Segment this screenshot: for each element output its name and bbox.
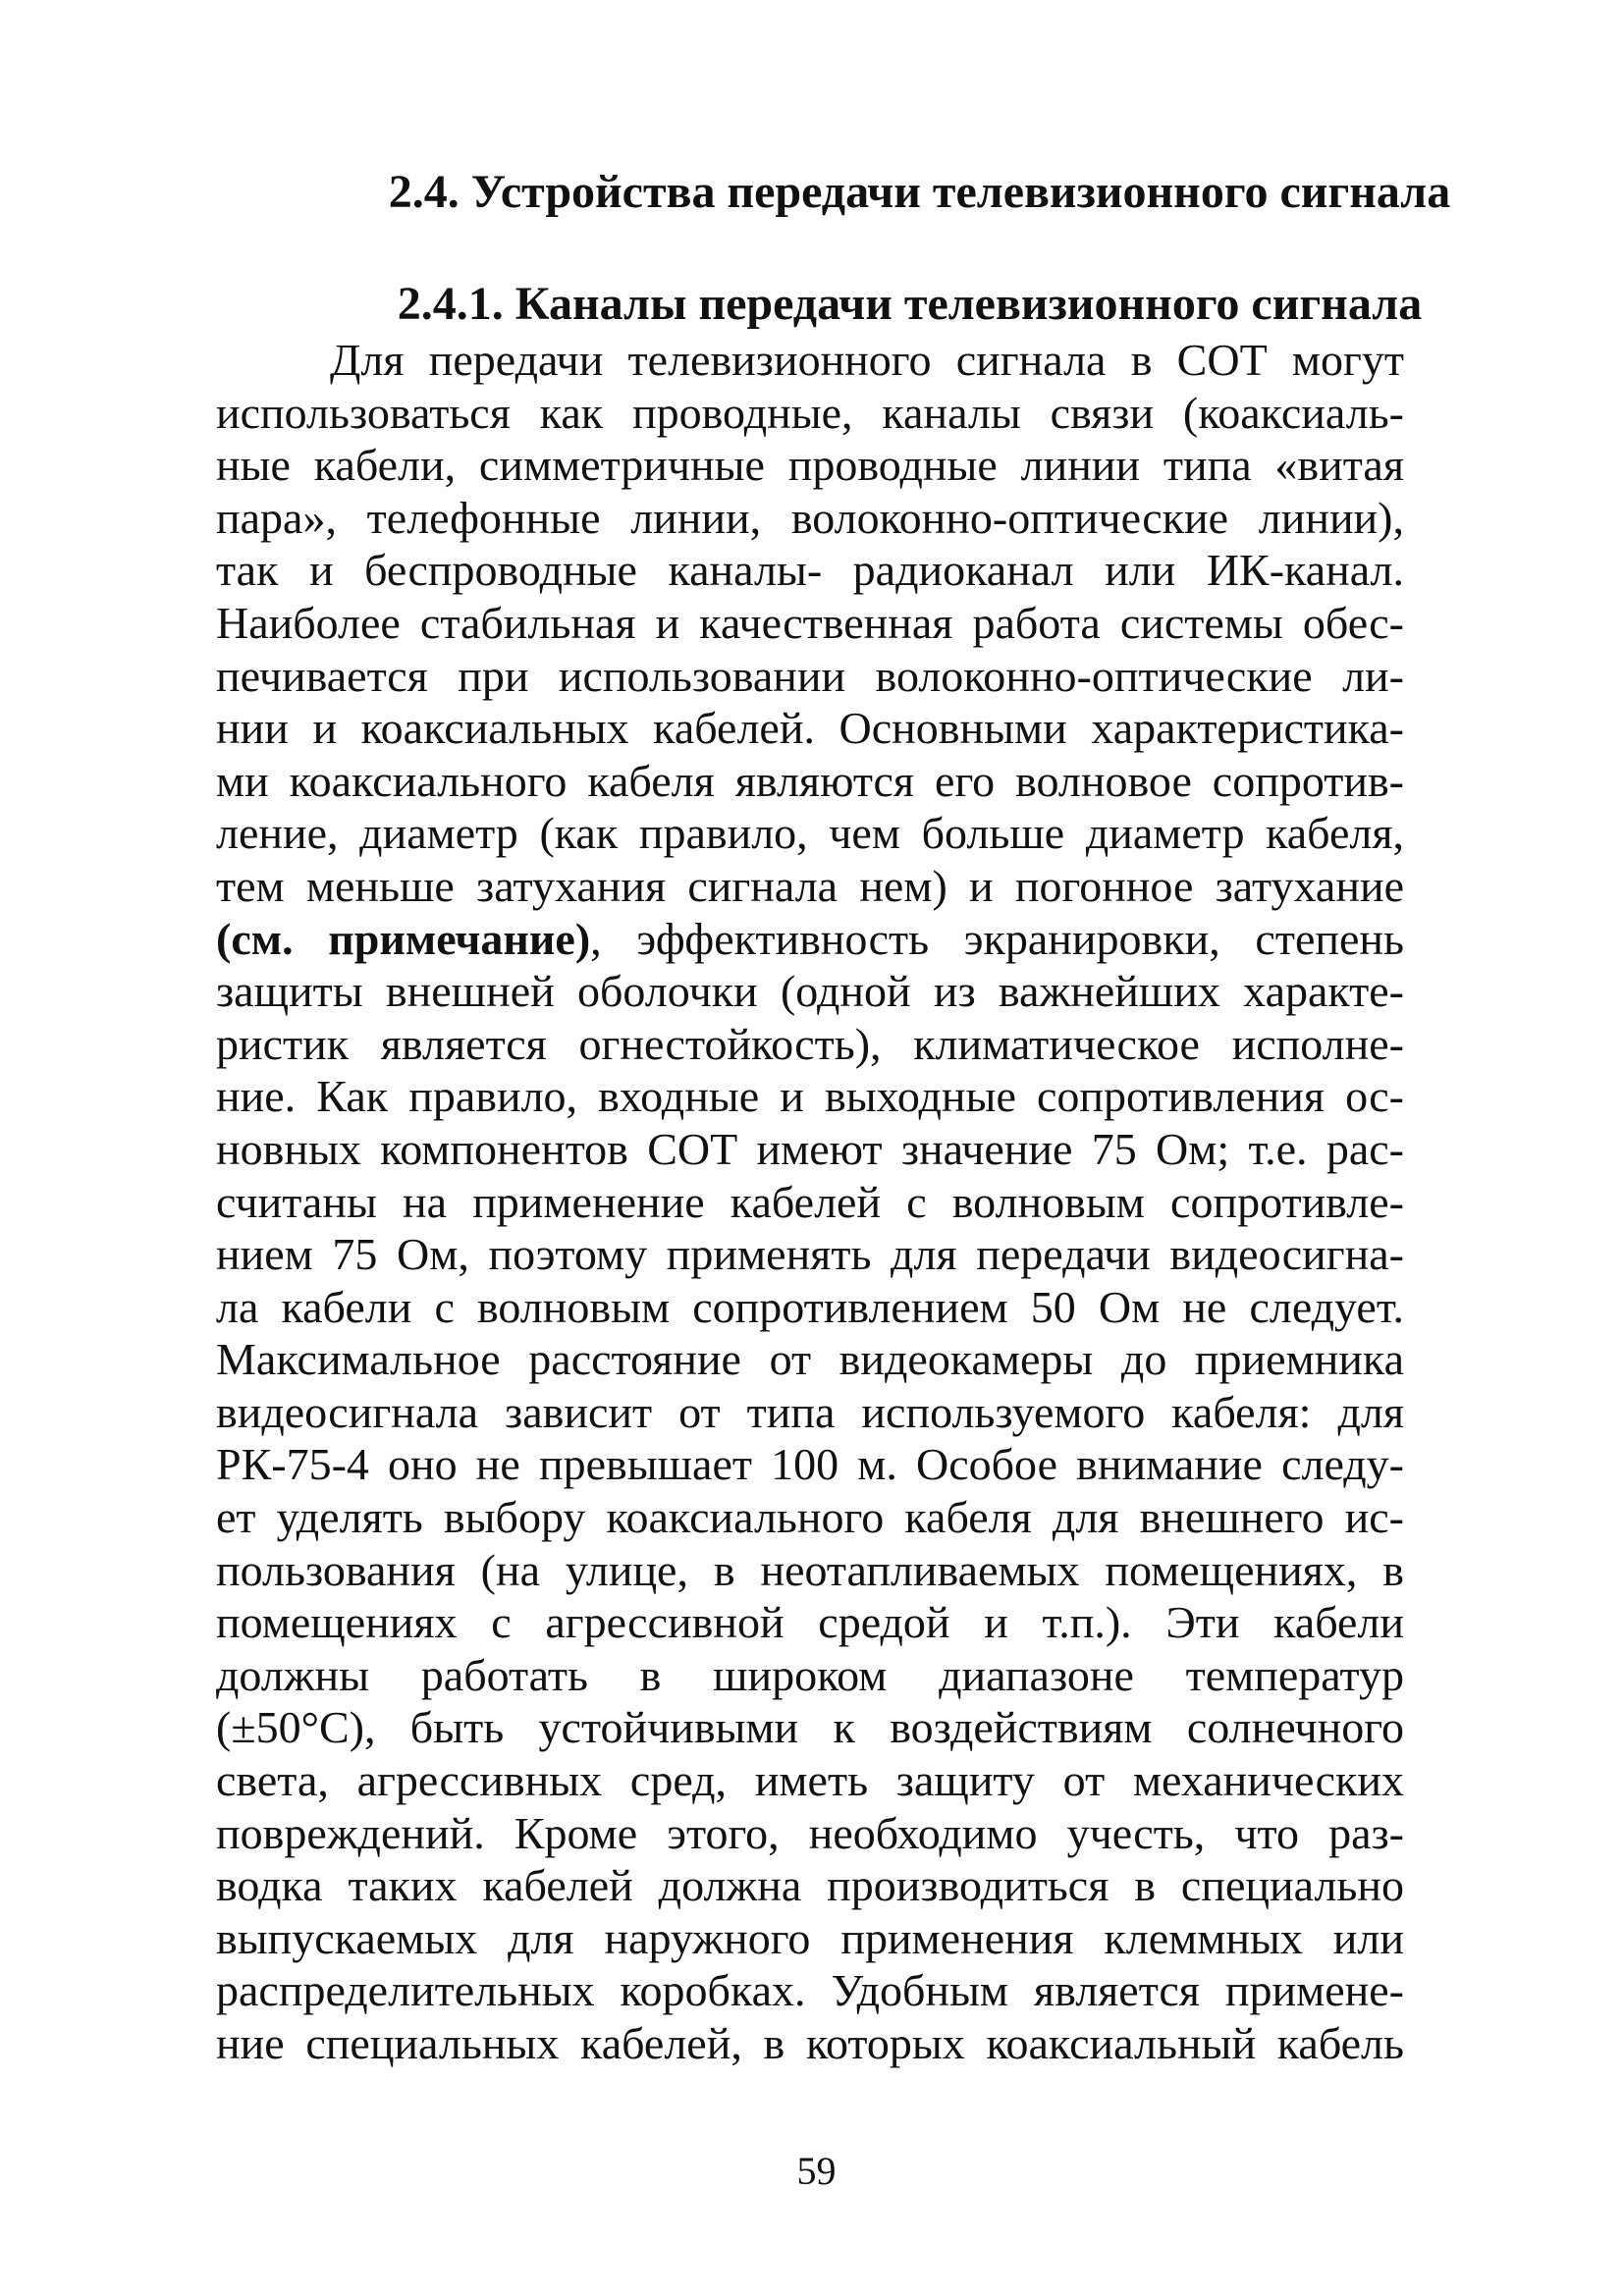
text-line: ные кабели, симметричные проводные линии типа «витая: [216, 440, 1404, 491]
text-line: ет уделять выбору коаксиального кабеля для внешнего ис-: [216, 1492, 1404, 1543]
text-line: ристик является огнестойкость), климатическое исполне-: [216, 1018, 1404, 1069]
text-line: [216, 913, 1404, 966]
text-line: ние специальных кабелей, в которых коаксиальный кабель: [216, 2018, 1404, 2068]
page-number: 59: [796, 2149, 837, 2193]
text-line: считаны на применение кабелей с волновым сопротивле-: [216, 1176, 1404, 1227]
text-line: нии и коаксиальных кабелей. Основными характеристика-: [216, 703, 1404, 754]
text-line: использоваться как проводные, каналы связи (коаксиаль-: [216, 387, 1404, 438]
text-line: помещениях с агрессивной средой и т.п.). Эти кабели: [216, 1597, 1404, 1648]
text-line: новных компонентов СОТ имеют значение 75 Ом; т.е. рас-: [216, 1123, 1404, 1174]
section-title: 2.4. Устройства передачи телевизионного сигнала: [388, 166, 1451, 218]
note-reference: (см. примечание): [216, 913, 591, 964]
text-line: так и беспроводные каналы- радиоканал или ИК-канал.: [216, 545, 1404, 596]
text-line: ла кабели с волновым сопротивлением 50 Ом не следует.: [216, 1281, 1404, 1332]
text-line: тем меньше затухания сигнала нем) и погонное затухание: [216, 860, 1404, 911]
text-line: Для передачи телевизионного сигнала в СОТ могут: [330, 335, 1404, 385]
text-line: распределительных коробках. Удобным является примене-: [216, 1965, 1404, 2016]
text-line: ми коаксиального кабеля являются его волновое сопротив-: [216, 755, 1404, 806]
text-line: нием 75 Ом, поэтому применять для передачи видеосигна-: [216, 1229, 1404, 1280]
text-fragment: , эффективность экранировки, степень: [590, 913, 1404, 964]
text-line: ние. Как правило, входные и выходные сопротивления ос-: [216, 1071, 1404, 1122]
text-line: (±50°С), быть устойчивыми к воздействиям солнечного: [216, 1702, 1404, 1753]
text-line: пользования (на улице, в неотапливаемых помещениях, в: [216, 1544, 1404, 1595]
text-line: света, агрессивных сред, иметь защиту от механических: [216, 1755, 1404, 1806]
text-line: должны работать в широком диапазоне температур: [216, 1649, 1404, 1700]
text-line: Максимальное расстояние от видеокамеры до приемника: [216, 1334, 1404, 1385]
text-line: водка таких кабелей должна производиться в специально: [216, 1860, 1404, 1911]
subsection-title: 2.4.1. Каналы передачи телевизионного сигнала: [397, 278, 1423, 330]
text-line: защиты внешней оболочки (одной из важнейших характе-: [216, 966, 1404, 1017]
text-line: выпускаемых для наружного применения клеммных или: [216, 1912, 1404, 1963]
text-line: пара», телефонные линии, волоконно-оптические линии),: [216, 492, 1404, 543]
text-line: РК-75-4 оно не превышает 100 м. Особое внимание следу-: [216, 1439, 1404, 1490]
text-line: печивается при использовании волоконно-оптические ли-: [216, 650, 1404, 701]
text-line: видеосигнала зависит от типа используемого кабеля: для: [216, 1386, 1404, 1437]
body-paragraph: [216, 334, 1404, 2070]
text-line: повреждений. Кроме этого, необходимо учесть, что раз-: [216, 1807, 1404, 1858]
text-line: ление, диаметр (как правило, чем больше диаметр кабеля,: [216, 808, 1404, 859]
text-line: Наиболее стабильная и качественная работа системы обес-: [216, 597, 1404, 648]
